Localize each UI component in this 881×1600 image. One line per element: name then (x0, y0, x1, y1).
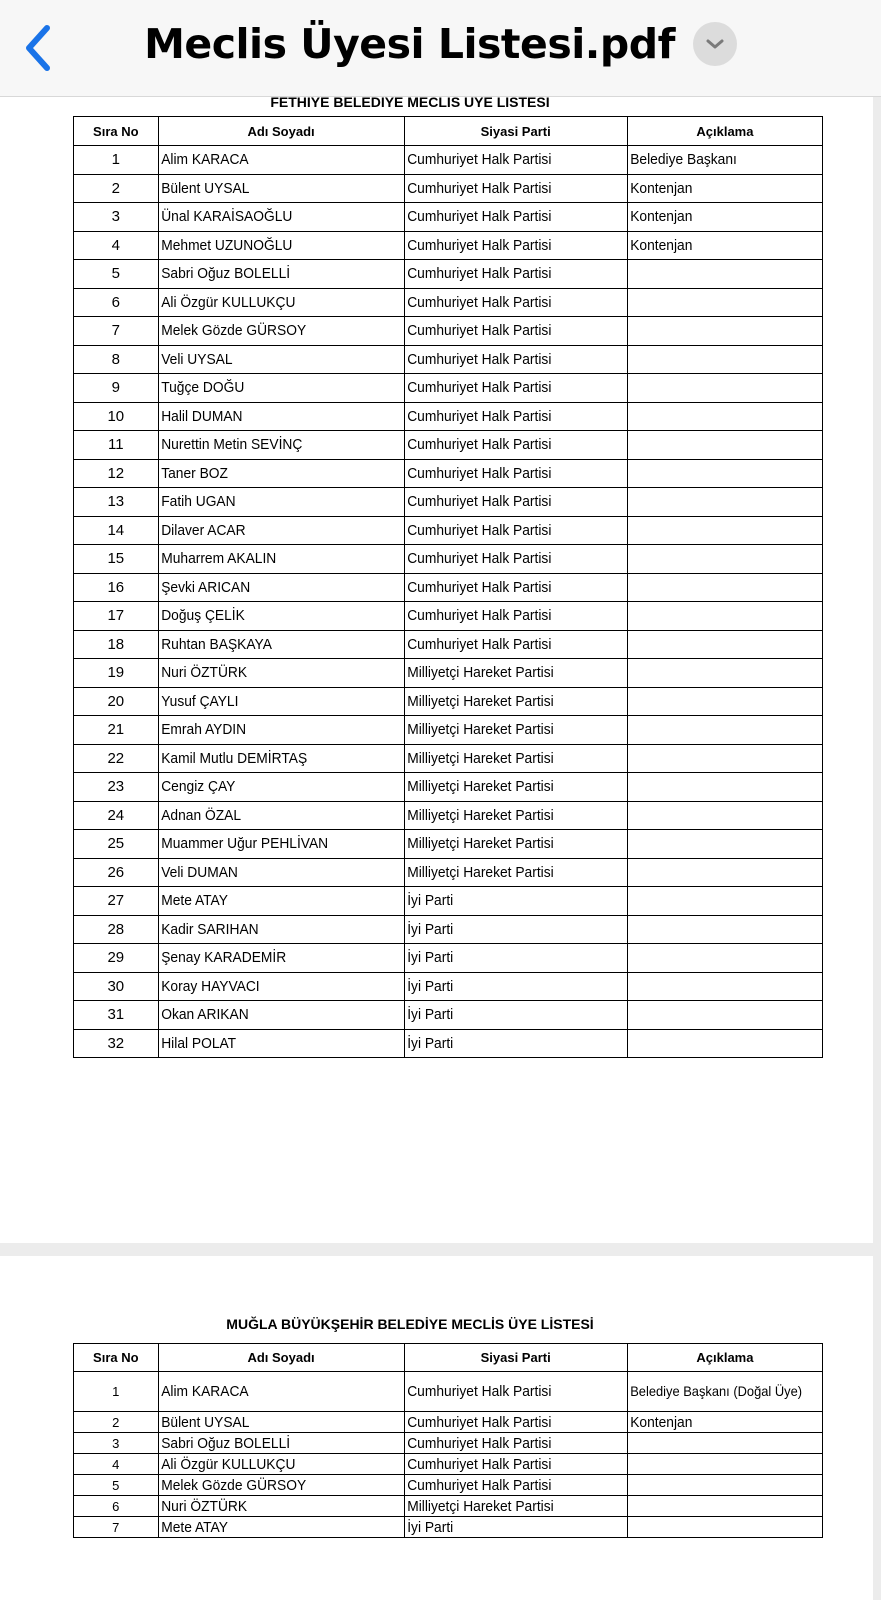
table-row (74, 203, 823, 232)
party-name: Milliyetçi Hareket Partisi (404, 687, 609, 716)
party-name: İyi Parti (404, 1029, 609, 1058)
member-note (627, 801, 807, 830)
row-number: 4 (74, 1454, 159, 1475)
row-number: 18 (74, 630, 159, 659)
member-note: Belediye Başkanı (627, 146, 807, 175)
party-name: Cumhuriyet Halk Partisi (404, 516, 609, 545)
row-number: 20 (74, 687, 159, 716)
party-name: Cumhuriyet Halk Partisi (404, 345, 609, 374)
table-row (74, 830, 823, 859)
party-name: Cumhuriyet Halk Partisi (404, 1454, 609, 1475)
row-number: 17 (74, 602, 159, 631)
table-row (74, 1001, 823, 1030)
party-name: Cumhuriyet Halk Partisi (404, 374, 609, 403)
table-row (74, 1517, 823, 1538)
table-row (74, 1454, 823, 1475)
member-name: Sabri Oğuz BOLELLİ (158, 260, 384, 289)
row-number: 10 (74, 402, 159, 431)
column-header-no: Sıra No (74, 117, 159, 146)
member-name: Bülent UYSAL (158, 174, 384, 203)
row-number: 11 (74, 431, 159, 460)
row-number: 27 (74, 887, 159, 916)
table-row (74, 915, 823, 944)
member-name: Nuri ÖZTÜRK (158, 1496, 384, 1517)
member-name: Muammer Uğur PEHLİVAN (158, 830, 384, 859)
table-row (74, 288, 823, 317)
row-number: 13 (74, 488, 159, 517)
table-row (74, 630, 823, 659)
party-name: Cumhuriyet Halk Partisi (404, 630, 609, 659)
member-note (627, 915, 807, 944)
member-name: Hilal POLAT (158, 1029, 384, 1058)
member-name: Cengiz ÇAY (158, 773, 384, 802)
table-row (74, 374, 823, 403)
party-name: Cumhuriyet Halk Partisi (404, 431, 609, 460)
member-name: Fatih UGAN (158, 488, 384, 517)
member-name: Taner BOZ (158, 459, 384, 488)
member-note (627, 744, 807, 773)
table-header-row (74, 1344, 823, 1372)
member-note (627, 573, 807, 602)
column-header-no: Sıra No (74, 1344, 159, 1372)
row-number: 29 (74, 944, 159, 973)
table-row (74, 1372, 823, 1412)
member-name: Alim KARACA (158, 146, 384, 175)
member-name: Okan ARIKAN (158, 1001, 384, 1030)
member-note (627, 1517, 807, 1538)
row-number: 1 (74, 1372, 159, 1412)
table-row (74, 773, 823, 802)
table-row (74, 231, 823, 260)
member-name: Nurettin Metin SEVİNÇ (158, 431, 384, 460)
table-row (74, 260, 823, 289)
member-name: Ünal KARAİSAOĞLU (158, 203, 384, 232)
table-row (74, 516, 823, 545)
row-number: 30 (74, 972, 159, 1001)
member-note (627, 1454, 807, 1475)
column-header-note: Açıklama (627, 1344, 822, 1372)
table-row (74, 858, 823, 887)
column-header-party: Siyasi Parti (404, 117, 627, 146)
member-note: Kontenjan (627, 231, 807, 260)
table-row (74, 1496, 823, 1517)
member-name: Mete ATAY (158, 1517, 384, 1538)
party-name: İyi Parti (404, 915, 609, 944)
member-note: Kontenjan (627, 203, 807, 232)
member-note (627, 545, 807, 574)
member-name: Doğuş ÇELİK (158, 602, 384, 631)
row-number: 5 (74, 1475, 159, 1496)
member-note (627, 1001, 807, 1030)
member-note (627, 402, 807, 431)
row-number: 14 (74, 516, 159, 545)
row-number: 7 (74, 317, 159, 346)
party-name: Cumhuriyet Halk Partisi (404, 545, 609, 574)
party-name: Cumhuriyet Halk Partisi (404, 1412, 609, 1433)
column-header-party: Siyasi Parti (404, 1344, 627, 1372)
table-row (74, 488, 823, 517)
member-name: Mehmet UZUNOĞLU (158, 231, 384, 260)
row-number: 24 (74, 801, 159, 830)
member-note (627, 288, 807, 317)
member-note (627, 972, 807, 1001)
title-menu-button[interactable] (693, 22, 737, 66)
party-name: Cumhuriyet Halk Partisi (404, 1372, 609, 1412)
member-name: Emrah AYDIN (158, 716, 384, 745)
member-note (627, 431, 807, 460)
member-name: Bülent UYSAL (158, 1412, 384, 1433)
document-title: Meclis Üyesi Listesi.pdf (144, 20, 675, 68)
party-name: Milliyetçi Hareket Partisi (404, 858, 609, 887)
member-name: Alim KARACA (158, 1372, 384, 1412)
table-row (74, 972, 823, 1001)
member-note: Kontenjan (627, 1412, 807, 1433)
table-row (74, 801, 823, 830)
member-note (627, 630, 807, 659)
party-name: Cumhuriyet Halk Partisi (404, 288, 609, 317)
table-row (74, 573, 823, 602)
party-name: Milliyetçi Hareket Partisi (404, 801, 609, 830)
party-name: Milliyetçi Hareket Partisi (404, 773, 609, 802)
member-note (627, 1433, 807, 1454)
party-name: Cumhuriyet Halk Partisi (404, 146, 609, 175)
row-number: 19 (74, 659, 159, 688)
row-number: 31 (74, 1001, 159, 1030)
party-name: Cumhuriyet Halk Partisi (404, 602, 609, 631)
list-title: MUĞLA BÜYÜKŞEHİR BELEDİYE MECLİS ÜYE LİSTESİ (226, 1316, 594, 1332)
table-row (74, 659, 823, 688)
row-number: 25 (74, 830, 159, 859)
member-note (627, 602, 807, 631)
party-name: İyi Parti (404, 944, 609, 973)
member-note (627, 1496, 807, 1517)
table-row (74, 431, 823, 460)
member-note (627, 488, 807, 517)
member-note (627, 374, 807, 403)
member-note (627, 459, 807, 488)
member-name: Yusuf ÇAYLI (158, 687, 384, 716)
member-note (627, 345, 807, 374)
party-name: Milliyetçi Hareket Partisi (404, 659, 609, 688)
member-name: Sabri Oğuz BOLELLİ (158, 1433, 384, 1454)
party-name: İyi Parti (404, 887, 609, 916)
column-header-note: Açıklama (627, 117, 822, 146)
party-name: Cumhuriyet Halk Partisi (404, 260, 609, 289)
pdf-page-1 (0, 94, 873, 1243)
row-number: 12 (74, 459, 159, 488)
member-name: Dilaver ACAR (158, 516, 384, 545)
table-row (74, 1475, 823, 1496)
table-row (74, 345, 823, 374)
party-name: Milliyetçi Hareket Partisi (404, 716, 609, 745)
row-number: 7 (74, 1517, 159, 1538)
member-name: Şenay KARADEMİR (158, 944, 384, 973)
party-name: Cumhuriyet Halk Partisi (404, 203, 609, 232)
party-name: Milliyetçi Hareket Partisi (404, 744, 609, 773)
list-title: FETHIYE BELEDIYE MECLIS UYE LISTESI (270, 94, 550, 110)
table-row (74, 1412, 823, 1433)
party-name: Cumhuriyet Halk Partisi (404, 317, 609, 346)
party-name: Cumhuriyet Halk Partisi (404, 1475, 609, 1496)
member-name: Tuğçe DOĞU (158, 374, 384, 403)
row-number: 21 (74, 716, 159, 745)
row-number: 9 (74, 374, 159, 403)
member-note (627, 317, 807, 346)
table-row (74, 146, 823, 175)
row-number: 3 (74, 203, 159, 232)
member-name: Veli DUMAN (158, 858, 384, 887)
member-note (627, 1475, 807, 1496)
member-note (627, 659, 807, 688)
party-name: İyi Parti (404, 1001, 609, 1030)
row-number: 5 (74, 260, 159, 289)
member-note (627, 687, 807, 716)
table-row (74, 887, 823, 916)
member-note (627, 516, 807, 545)
member-name: Melek Gözde GÜRSOY (158, 317, 384, 346)
column-header-name: Adı Soyadı (158, 1344, 404, 1372)
pdf-page-2 (0, 1256, 873, 1600)
member-name: Ali Özgür KULLUKÇU (158, 1454, 384, 1475)
member-name: Adnan ÖZAL (158, 801, 384, 830)
table-row (74, 687, 823, 716)
table-row (74, 174, 823, 203)
table-row (74, 716, 823, 745)
party-name: Cumhuriyet Halk Partisi (404, 573, 609, 602)
row-number: 8 (74, 345, 159, 374)
table-row (74, 317, 823, 346)
column-header-name: Adı Soyadı (158, 117, 404, 146)
member-note (627, 1029, 807, 1058)
chevron-down-icon (705, 38, 725, 50)
party-name: İyi Parti (404, 972, 609, 1001)
row-number: 15 (74, 545, 159, 574)
member-note (627, 716, 807, 745)
party-name: İyi Parti (404, 1517, 609, 1538)
party-name: Milliyetçi Hareket Partisi (404, 830, 609, 859)
member-name: Ali Özgür KULLUKÇU (158, 288, 384, 317)
row-number: 26 (74, 858, 159, 887)
row-number: 4 (74, 231, 159, 260)
table-row (74, 1433, 823, 1454)
row-number: 23 (74, 773, 159, 802)
party-name: Cumhuriyet Halk Partisi (404, 488, 609, 517)
member-note: Kontenjan (627, 174, 807, 203)
party-name: Cumhuriyet Halk Partisi (404, 1433, 609, 1454)
member-name: Kadir SARIHAN (158, 915, 384, 944)
table-row (74, 1029, 823, 1058)
row-number: 16 (74, 573, 159, 602)
member-name: Veli UYSAL (158, 345, 384, 374)
member-name: Ruhtan BAŞKAYA (158, 630, 384, 659)
table-row (74, 944, 823, 973)
table-row (74, 545, 823, 574)
table-row (74, 459, 823, 488)
table-row (74, 402, 823, 431)
party-name: Cumhuriyet Halk Partisi (404, 459, 609, 488)
member-name: Koray HAYVACI (158, 972, 384, 1001)
party-name: Cumhuriyet Halk Partisi (404, 402, 609, 431)
party-name: Cumhuriyet Halk Partisi (404, 174, 609, 203)
table-row (74, 602, 823, 631)
document-title-bar (0, 20, 881, 68)
table-row (74, 744, 823, 773)
party-name: Cumhuriyet Halk Partisi (404, 231, 609, 260)
member-note (627, 260, 807, 289)
member-note (627, 887, 807, 916)
member-name: Nuri ÖZTÜRK (158, 659, 384, 688)
row-number: 6 (74, 1496, 159, 1517)
member-note (627, 944, 807, 973)
row-number: 6 (74, 288, 159, 317)
member-note (627, 858, 807, 887)
row-number: 28 (74, 915, 159, 944)
row-number: 3 (74, 1433, 159, 1454)
row-number: 2 (74, 174, 159, 203)
row-number: 2 (74, 1412, 159, 1433)
member-note (627, 773, 807, 802)
member-name: Melek Gözde GÜRSOY (158, 1475, 384, 1496)
member-note: Belediye Başkanı (Doğal Üye) (627, 1372, 807, 1412)
top-navigation-bar (0, 0, 881, 97)
member-table-fethiye (73, 116, 823, 1058)
row-number: 22 (74, 744, 159, 773)
member-table-mugla (73, 1343, 823, 1538)
row-number: 32 (74, 1029, 159, 1058)
member-name: Kamil Mutlu DEMİRTAŞ (158, 744, 384, 773)
row-number: 1 (74, 146, 159, 175)
member-note (627, 830, 807, 859)
party-name: Milliyetçi Hareket Partisi (404, 1496, 609, 1517)
member-name: Halil DUMAN (158, 402, 384, 431)
table-header-row (74, 117, 823, 146)
member-name: Şevki ARICAN (158, 573, 384, 602)
member-name: Muharrem AKALIN (158, 545, 384, 574)
member-name: Mete ATAY (158, 887, 384, 916)
